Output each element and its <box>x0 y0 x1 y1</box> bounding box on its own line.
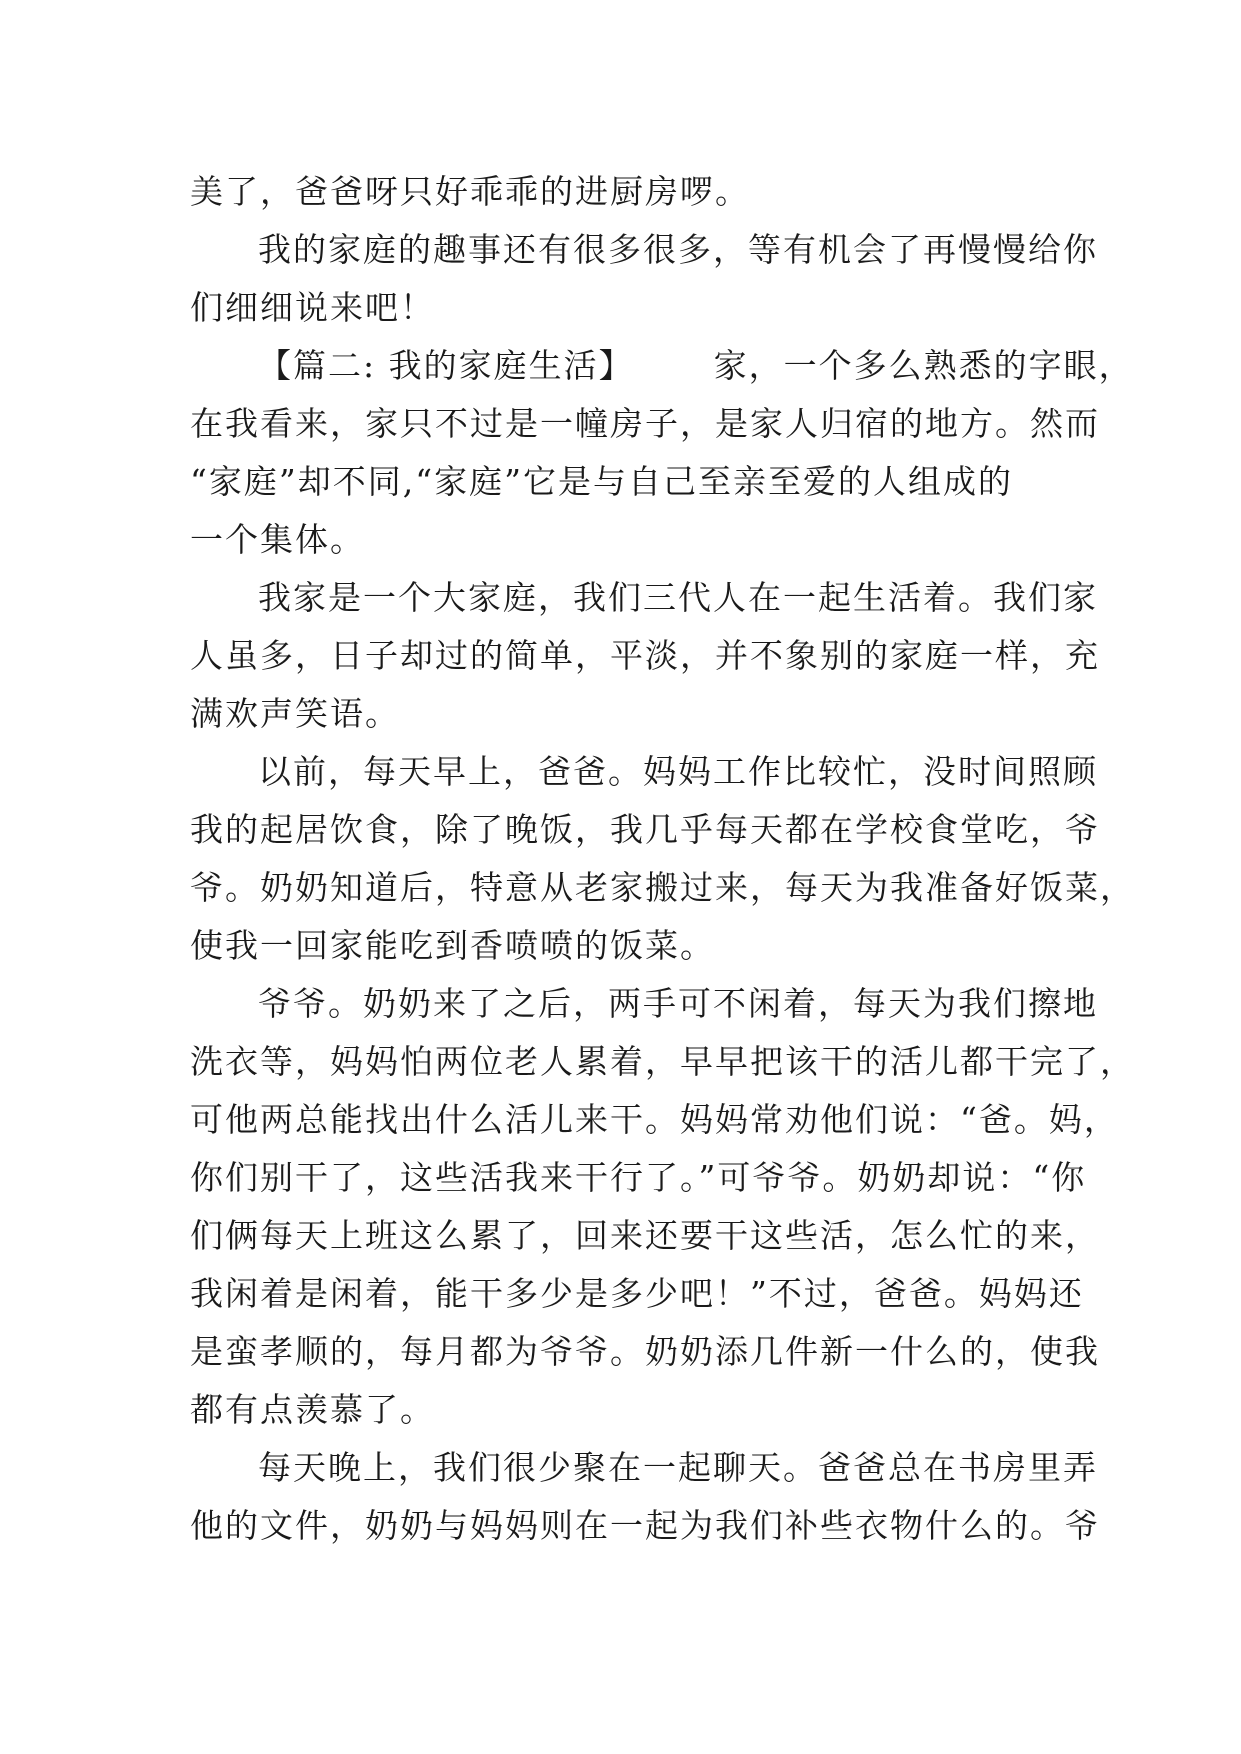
section-heading: 【篇二: 我的家庭生活】 <box>258 346 634 385</box>
text-line: 他的文件，奶奶与妈妈则在一起为我们补些衣物什么的。爷 <box>190 1506 1100 1545</box>
text-line: 我的起居饮食，除了晚饭，我几乎每天都在学校食堂吃，爷 <box>190 810 1100 849</box>
document-body <box>190 163 1135 1555</box>
text-line-continuation: 家，一个多么熟悉的字眼， <box>713 346 1134 385</box>
text-line: 使我一回家能吃到香喷喷的饭菜。 <box>190 926 715 965</box>
text-line: 你们别干了，这些活我来干行了。”可爷爷。奶奶却说：“你 <box>190 1158 1087 1197</box>
paragraph <box>190 221 1098 337</box>
text-line: 都有点羡慕了。 <box>190 1390 435 1429</box>
paragraph <box>190 337 1134 569</box>
text-line: 可他两总能找出什么活儿来干。妈妈常劝他们说：“爸。妈， <box>190 1100 1119 1139</box>
heading-line <box>190 337 1134 395</box>
paragraph <box>190 1439 1100 1555</box>
text-line: 我的家庭的趣事还有很多很多，等有机会了再慢慢给你 <box>258 230 1098 269</box>
text-line: 洗衣等，妈妈怕两位老人累着，早早把该干的活儿都干完了， <box>190 1042 1135 1081</box>
text-line: 一个集体。 <box>190 520 365 559</box>
paragraph <box>190 743 1135 975</box>
text-line: 每天晚上，我们很少聚在一起聊天。爸爸总在书房里弄 <box>258 1448 1098 1487</box>
text-line: 我闲着是闲着，能干多少是多少吧！”不过，爸爸。妈妈还 <box>190 1274 1084 1313</box>
text-line: 美了，爸爸呀只好乖乖的进厨房啰。 <box>190 172 750 211</box>
text-line: 们细细说来吧！ <box>190 288 435 327</box>
text-line: “家庭”却不同,“家庭”它是与自己至亲至爱的人组成的 <box>190 462 1013 501</box>
paragraph <box>190 975 1135 1439</box>
text-line: 人虽多，日子却过的简单，平淡，并不象别的家庭一样，充 <box>190 636 1100 675</box>
text-line: 爷爷。奶奶来了之后，两手可不闲着，每天为我们擦地 <box>258 984 1098 1023</box>
text-line: 满欢声笑语。 <box>190 694 400 733</box>
text-line: 是蛮孝顺的，每月都为爷爷。奶奶添几件新一什么的，使我 <box>190 1332 1100 1371</box>
text-line: 我家是一个大家庭，我们三代人在一起生活着。我们家 <box>258 578 1098 617</box>
text-line: 以前，每天早上，爸爸。妈妈工作比较忙，没时间照顾 <box>258 752 1098 791</box>
paragraph <box>190 163 1050 221</box>
text-line: 爷。奶奶知道后，特意从老家搬过来，每天为我准备好饭菜， <box>190 868 1135 907</box>
text-line: 在我看来，家只不过是一幢房子，是家人归宿的地方。然而 <box>190 404 1100 443</box>
paragraph <box>190 569 1100 743</box>
text-line: 们俩每天上班这么累了，回来还要干这些活，怎么忙的来， <box>190 1216 1100 1255</box>
